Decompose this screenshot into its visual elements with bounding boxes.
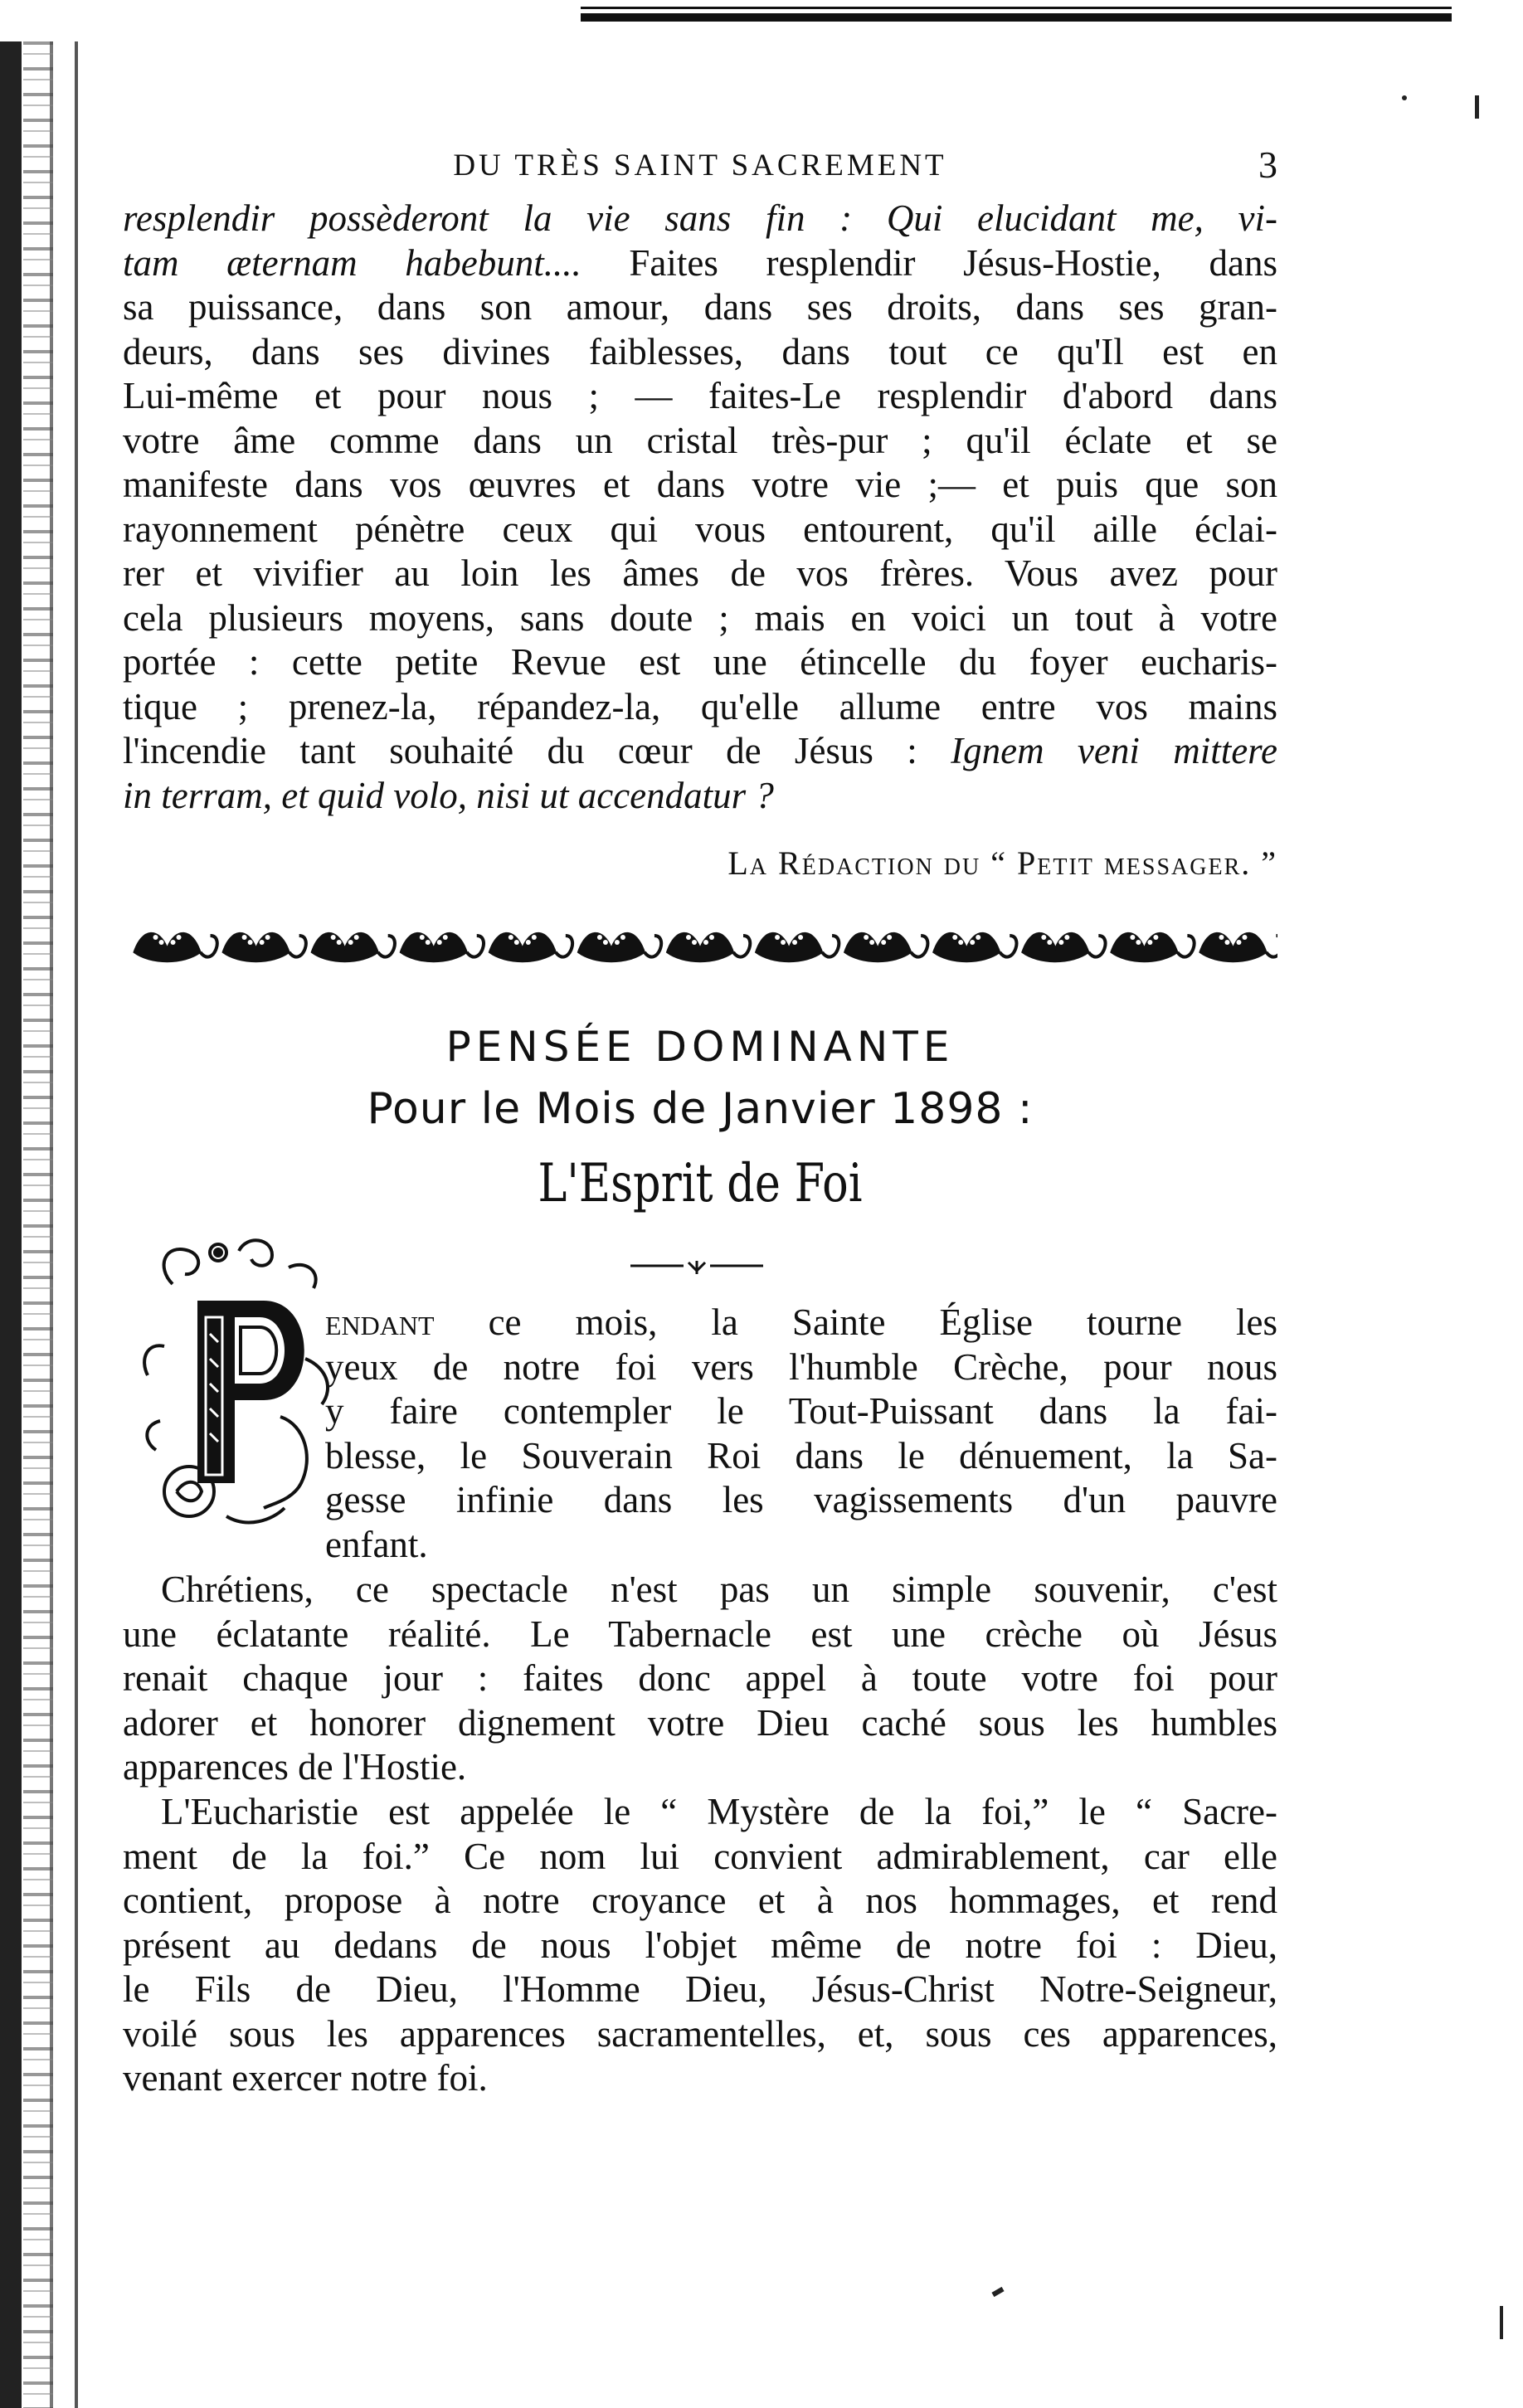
vine-motif — [1111, 933, 1194, 961]
latin-quote: Ignem veni mittere — [951, 730, 1277, 771]
text-fragment: l'incendie tant souhaité du cœur de Jésus : — [123, 730, 951, 771]
text-line: in terram, et quid volo, nisi ut accendatur ? — [123, 774, 774, 816]
paragraph-3 — [123, 1790, 1277, 2101]
vine-motif — [401, 933, 484, 961]
text-line: votre âme comme dans un cristal très-pur ; qu'il éclate et se — [123, 419, 1277, 461]
vine-motif — [1022, 933, 1105, 961]
text-line: Lui-même et pour nous ; — faites-Le resplendir d'abord dans — [123, 375, 1277, 416]
text-line: présent au dedans de nous l'objet même de notre foi : Dieu, — [123, 1924, 1277, 1966]
vine-motif — [312, 933, 395, 961]
margin-speck — [1475, 95, 1479, 119]
text-line: contient, propose à notre croyance et à nos hommages, et rend — [123, 1880, 1277, 1921]
vine-motif — [223, 933, 306, 961]
intro-paragraph — [123, 197, 1277, 818]
vine-motif — [756, 933, 839, 961]
text-line — [123, 729, 1277, 774]
text-line: enfant. — [325, 1523, 428, 1565]
text-line: gesse infinie dans les vagissements d'un pauvre — [325, 1479, 1277, 1520]
paragraph-1 — [325, 1301, 1277, 1567]
divider-flourish — [630, 1259, 763, 1276]
text-line: deurs, dans ses divines faiblesses, dans tout ce qu'Il est en — [123, 330, 1277, 372]
margin-speck — [991, 2287, 1004, 2297]
section-subtitle: Pour le Mois de Janvier 1898 : — [367, 1084, 1034, 1134]
text-line: resplendir possèderont la vie sans fin : Qui elucidant me, vi- — [123, 197, 1277, 239]
section-title: PENSÉE DOMINANTE — [445, 1023, 955, 1071]
vine-motif — [578, 933, 661, 961]
text-line: apparences de l'Hostie. — [123, 1746, 467, 1788]
text-line: rer et vivifier au loin les âmes de vos frères. Vous avez pour — [123, 552, 1277, 594]
section-subject: L'Esprit de Foi — [538, 1153, 863, 1214]
text-line: portée : cette petite Revue est une étincelle du foyer eucharis- — [123, 641, 1277, 683]
illuminated-initial-p-icon — [139, 1234, 347, 1533]
page-number: 3 — [1258, 144, 1277, 186]
margin-speck — [1500, 2306, 1503, 2339]
text-line: cela plusieurs moyens, sans doute ; mais en voici un tout à votre — [123, 596, 1277, 639]
top-rule — [581, 7, 1452, 22]
text-line: ment de la foi.” Ce nom lui convient admirablement, car elle — [123, 1835, 1277, 1877]
text-line: manifeste dans vos œuvres et dans votre vie ;— et puis que son — [123, 464, 1277, 505]
signature: La Rédaction du “ Petit messager. ” — [727, 844, 1277, 882]
text-line: voilé sous les apparences sacramentelles, et, sous ces apparences, — [123, 2012, 1277, 2055]
lead-word: endant — [325, 1301, 435, 1343]
text-line: yeux de notre foi vers l'humble Crèche, pour nous — [325, 1345, 1277, 1388]
vine-motif — [844, 933, 927, 961]
text-line: rayonnement pénètre ceux qui vous entourent, qu'il aille éclai- — [123, 508, 1277, 550]
text-line — [325, 1301, 1277, 1345]
text-line: adorer et honorer dignement votre Dieu caché sous les humbles — [123, 1701, 1277, 1744]
running-head: DU TRÈS SAINT SACREMENT — [453, 148, 947, 182]
text-line: blesse, le Souverain Roi dans le dénuement, la Sa- — [325, 1434, 1277, 1476]
page-header — [123, 144, 1277, 191]
ornamental-vine-border — [123, 919, 1277, 977]
paragraph-2 — [123, 1568, 1277, 1790]
text-fragment: Faites resplendir Jésus-Hostie, dans — [581, 241, 1277, 284]
text-line: une éclatante réalité. Le Tabernacle est une crèche où Jésus — [123, 1613, 1277, 1655]
text-line: tique ; prenez-la, répandez-la, qu'elle allume entre vos mains — [123, 685, 1277, 727]
book-spine-shadow — [0, 41, 91, 2408]
text-fragment: ce mois, la Sainte Église tourne les — [434, 1301, 1277, 1343]
text-line: renait chaque jour : faites donc appel à toute votre foi pour — [123, 1657, 1277, 1699]
text-line: venant exercer notre foi. — [123, 2057, 488, 2099]
margin-speck — [1402, 95, 1407, 100]
text-line: le Fils de Dieu, l'Homme Dieu, Jésus-Christ Notre-Seigneur, — [123, 1968, 1277, 2010]
latin-quote: tam æternam habebunt.... — [123, 241, 581, 284]
vine-motif — [489, 933, 572, 961]
text-line: Chrétiens, ce spectacle n'est pas un simple souvenir, c'est — [161, 1569, 1277, 1610]
vine-motif — [667, 933, 750, 961]
vine-motif — [933, 933, 1016, 961]
vine-motif — [134, 933, 217, 961]
text-line: sa puissance, dans son amour, dans ses droits, dans ses gran- — [123, 286, 1277, 328]
text-line — [123, 241, 1277, 286]
text-line: L'Eucharistie est appelée le “ Mystère de la foi,” le “ Sacre- — [161, 1791, 1277, 1832]
vine-motif — [1199, 933, 1277, 961]
text-line: y faire contempler le Tout-Puissant dans la fai- — [325, 1390, 1277, 1432]
